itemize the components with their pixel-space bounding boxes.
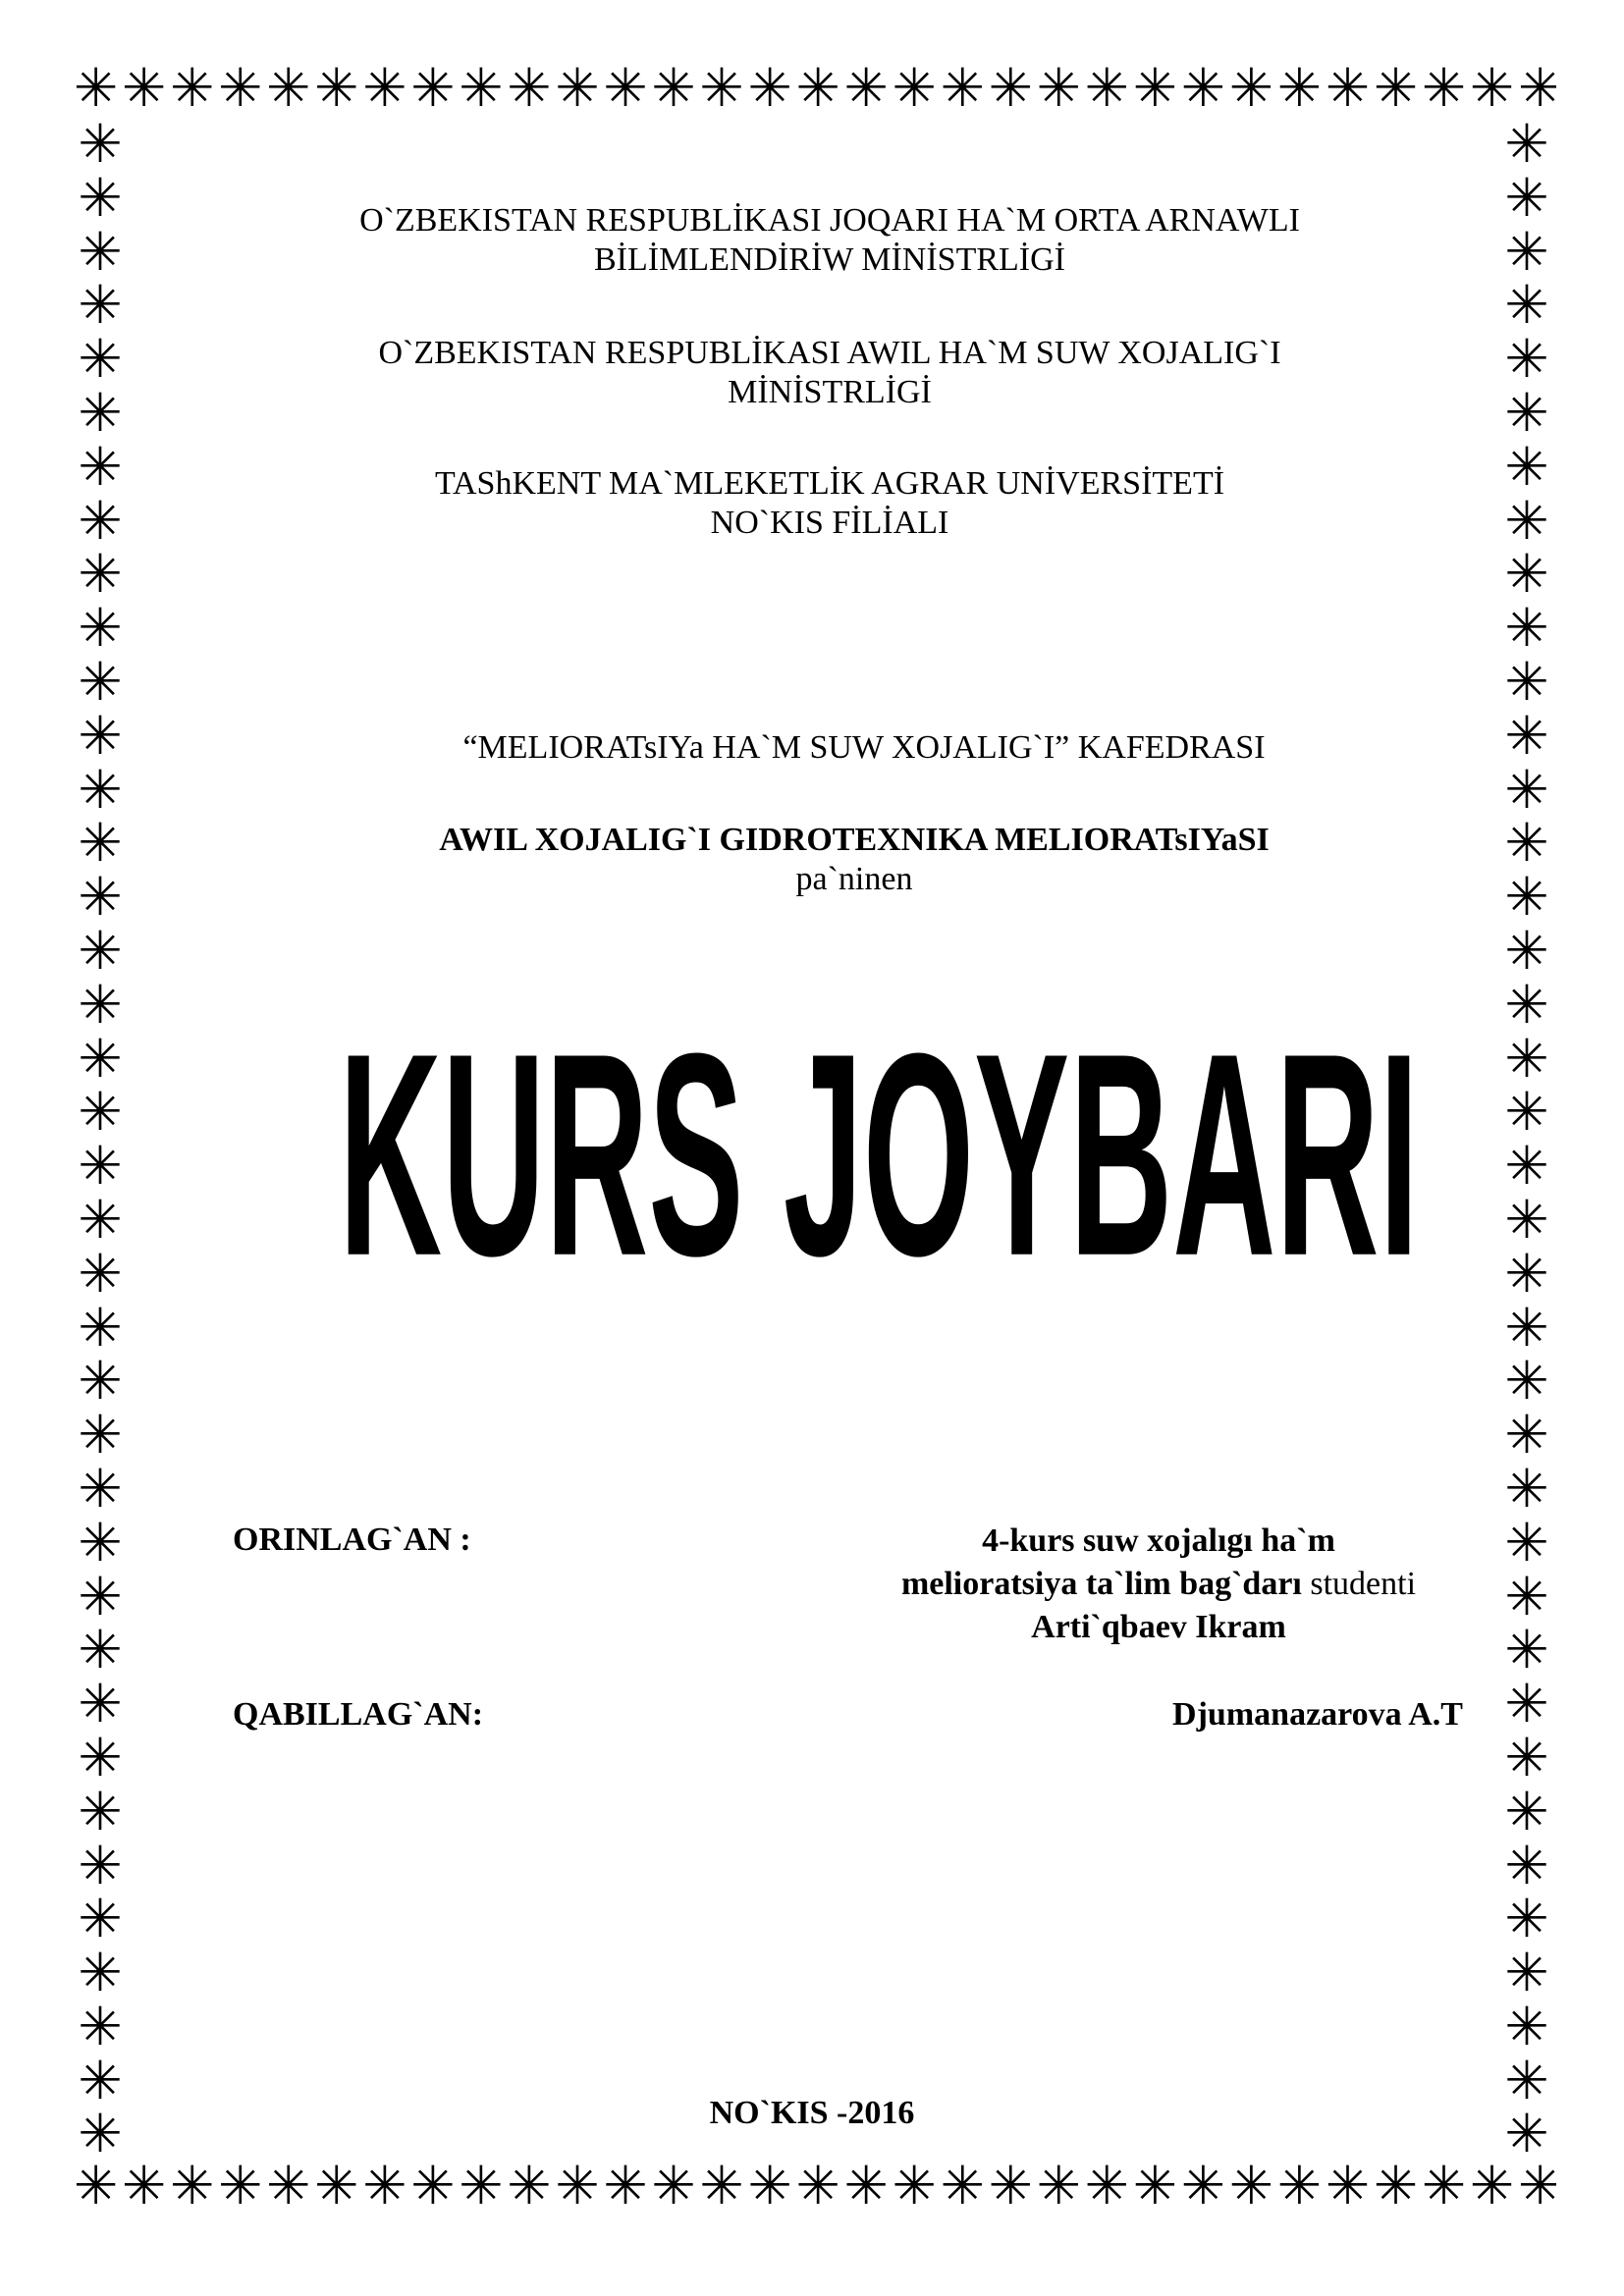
asterisk-star-icon: ✳ <box>940 62 979 119</box>
city-year: NO`KIS -2016 <box>709 2095 915 2131</box>
asterisk-star-icon: ✳ <box>1504 1619 1549 1682</box>
asterisk-star-icon: ✳ <box>507 2160 546 2216</box>
asterisk-star-icon: ✳ <box>266 62 304 119</box>
asterisk-star-icon: ✳ <box>699 2160 738 2216</box>
performer-name: Arti`qbaev Ikram <box>1031 1609 1286 1645</box>
ministry-higher-education <box>196 201 1463 280</box>
asterisk-star-icon: ✳ <box>78 1888 123 1950</box>
asterisk-star-icon: ✳ <box>78 866 123 929</box>
asterisk-star-icon: ✳ <box>78 758 123 821</box>
asterisk-star-icon: ✳ <box>507 62 546 119</box>
asterisk-star-icon: ✳ <box>1504 328 1549 391</box>
performer-info <box>844 1520 1473 1649</box>
asterisk-star-icon: ✳ <box>795 62 835 119</box>
asterisk-star-icon: ✳ <box>1469 2160 1508 2216</box>
asterisk-star-icon: ✳ <box>78 1995 123 2057</box>
asterisk-star-icon: ✳ <box>1504 1942 1549 2004</box>
asterisk-star-icon: ✳ <box>78 1296 123 1359</box>
asterisk-star-icon: ✳ <box>78 1726 123 1789</box>
asterisk-star-icon: ✳ <box>1504 1457 1549 1520</box>
asterisk-star-icon: ✳ <box>1228 2160 1268 2216</box>
asterisk-star-icon: ✳ <box>78 1404 123 1467</box>
asterisk-star-icon: ✳ <box>170 2160 208 2216</box>
asterisk-star-icon: ✳ <box>78 1565 123 1628</box>
asterisk-star-icon: ✳ <box>78 812 123 875</box>
asterisk-star-icon: ✳ <box>1504 2049 1549 2111</box>
asterisk-star-icon: ✳ <box>1504 919 1549 982</box>
asterisk-star-icon: ✳ <box>1504 866 1549 929</box>
asterisk-star-icon: ✳ <box>1504 274 1549 337</box>
asterisk-star-icon: ✳ <box>1373 2160 1412 2216</box>
asterisk-star-icon: ✳ <box>78 543 123 606</box>
asterisk-star-icon: ✳ <box>78 1673 123 1735</box>
title-text: KURS JOYBARI <box>338 992 1420 1306</box>
asterisk-star-icon: ✳ <box>78 1780 123 1842</box>
asterisk-star-icon: ✳ <box>1132 2160 1171 2216</box>
asterisk-star-icon: ✳ <box>1504 1511 1549 1574</box>
asterisk-star-icon: ✳ <box>1504 1081 1549 1144</box>
asterisk-star-icon: ✳ <box>78 1027 123 1090</box>
asterisk-star-icon: ✳ <box>78 166 123 229</box>
asterisk-star-icon: ✳ <box>170 62 208 119</box>
asterisk-star-icon: ✳ <box>1504 1834 1549 1896</box>
asterisk-star-icon: ✳ <box>459 62 497 119</box>
ministry-line: O`ZBEKISTAN RESPUBLİKASI JOQARI HA`M ORTA ARNAWLI <box>359 202 1300 239</box>
asterisk-star-icon: ✳ <box>78 1619 123 1682</box>
asterisk-star-icon: ✳ <box>1504 2103 1549 2162</box>
asterisk-star-icon: ✳ <box>988 62 1027 119</box>
asterisk-star-icon: ✳ <box>1504 1027 1549 1090</box>
subject <box>236 821 1473 899</box>
ministry-agriculture <box>196 334 1463 412</box>
asterisk-star-icon: ✳ <box>78 1081 123 1144</box>
asterisk-star-icon: ✳ <box>1504 1995 1549 2057</box>
asterisk-star-icon: ✳ <box>362 2160 401 2216</box>
asterisk-star-icon: ✳ <box>1180 62 1219 119</box>
asterisk-star-icon: ✳ <box>892 2160 931 2216</box>
asterisk-star-icon: ✳ <box>1373 62 1412 119</box>
asterisk-star-icon: ✳ <box>78 704 123 767</box>
asterisk-star-icon: ✳ <box>1504 489 1549 552</box>
asterisk-star-icon: ✳ <box>1504 1565 1549 1628</box>
border-left <box>72 118 129 2162</box>
asterisk-star-icon: ✳ <box>1504 812 1549 875</box>
title-wordart <box>324 991 1434 1306</box>
asterisk-star-icon: ✳ <box>1504 704 1549 767</box>
asterisk-star-icon: ✳ <box>1421 62 1460 119</box>
asterisk-star-icon: ✳ <box>122 2160 160 2216</box>
border-right <box>1498 118 1555 2162</box>
asterisk-star-icon: ✳ <box>1504 1350 1549 1413</box>
asterisk-star-icon: ✳ <box>1504 1404 1549 1467</box>
asterisk-star-icon: ✳ <box>1421 2160 1460 2216</box>
asterisk-star-icon: ✳ <box>1504 166 1549 229</box>
asterisk-star-icon: ✳ <box>78 1834 123 1896</box>
asterisk-star-icon: ✳ <box>74 2160 112 2216</box>
asterisk-star-icon: ✳ <box>555 62 594 119</box>
asterisk-star-icon: ✳ <box>78 1942 123 2004</box>
department-name <box>255 728 1473 768</box>
asterisk-star-icon: ✳ <box>78 328 123 391</box>
asterisk-star-icon: ✳ <box>1504 1673 1549 1735</box>
asterisk-star-icon: ✳ <box>1276 62 1316 119</box>
asterisk-star-icon: ✳ <box>1504 118 1549 175</box>
asterisk-star-icon: ✳ <box>78 973 123 1036</box>
asterisk-star-icon: ✳ <box>1469 62 1508 119</box>
ministry-line: O`ZBEKISTAN RESPUBLİKASI AWIL HA`M SUW XOJALIG`I <box>378 335 1281 371</box>
asterisk-star-icon: ✳ <box>747 62 786 119</box>
asterisk-star-icon: ✳ <box>218 62 256 119</box>
asterisk-star-icon: ✳ <box>410 62 449 119</box>
asterisk-star-icon: ✳ <box>78 435 123 498</box>
border-top <box>74 62 1556 119</box>
performer-course: 4-kurs suw xojalıgı ha`m <box>982 1522 1335 1559</box>
asterisk-star-icon: ✳ <box>74 62 112 119</box>
performer-program-name: melioratsiya ta`lim bag`darı <box>900 1566 1302 1602</box>
asterisk-star-icon: ✳ <box>555 2160 594 2216</box>
asterisk-star-icon: ✳ <box>1325 62 1364 119</box>
asterisk-star-icon: ✳ <box>651 62 690 119</box>
asterisk-star-icon: ✳ <box>1180 2160 1219 2216</box>
document-title <box>324 991 1434 1306</box>
asterisk-star-icon: ✳ <box>699 62 738 119</box>
asterisk-star-icon: ✳ <box>1504 1242 1549 1305</box>
subject-name: AWIL XOJALIG`I GIDROTEXNIKA MELIORATsIYaSI <box>439 822 1270 858</box>
asterisk-star-icon: ✳ <box>892 62 931 119</box>
asterisk-star-icon: ✳ <box>843 62 883 119</box>
asterisk-star-icon: ✳ <box>1504 1135 1549 1198</box>
acceptor-name: Djumanazarova A.T <box>1172 1696 1463 1733</box>
asterisk-star-icon: ✳ <box>940 2160 979 2216</box>
asterisk-star-icon: ✳ <box>1036 62 1075 119</box>
asterisk-star-icon: ✳ <box>1504 758 1549 821</box>
asterisk-star-icon: ✳ <box>795 2160 835 2216</box>
asterisk-star-icon: ✳ <box>1517 2160 1556 2216</box>
asterisk-star-icon: ✳ <box>1325 2160 1364 2216</box>
ministry-line: BİLİMLENDİRİW MİNİSTRLİGİ <box>593 241 1066 278</box>
asterisk-star-icon: ✳ <box>1504 435 1549 498</box>
asterisk-star-icon: ✳ <box>314 2160 352 2216</box>
performer-program <box>844 1563 1473 1606</box>
subject-suffix: pa`ninen <box>795 861 913 897</box>
asterisk-star-icon: ✳ <box>78 1188 123 1251</box>
asterisk-star-icon: ✳ <box>78 1242 123 1305</box>
asterisk-star-icon: ✳ <box>1132 62 1171 119</box>
asterisk-star-icon: ✳ <box>78 274 123 337</box>
asterisk-star-icon: ✳ <box>1504 650 1549 713</box>
asterisk-star-icon: ✳ <box>266 2160 304 2216</box>
asterisk-star-icon: ✳ <box>78 1457 123 1520</box>
asterisk-star-icon: ✳ <box>1504 1888 1549 1950</box>
university-line: NO`KIS FİLİALI <box>710 505 949 541</box>
asterisk-star-icon: ✳ <box>78 381 123 444</box>
asterisk-star-icon: ✳ <box>78 220 123 283</box>
asterisk-star-icon: ✳ <box>78 1350 123 1413</box>
asterisk-star-icon: ✳ <box>78 2103 123 2162</box>
border-bottom <box>74 2160 1556 2216</box>
asterisk-star-icon: ✳ <box>747 2160 786 2216</box>
asterisk-star-icon: ✳ <box>78 597 123 660</box>
asterisk-star-icon: ✳ <box>1504 381 1549 444</box>
asterisk-star-icon: ✳ <box>1504 597 1549 660</box>
performer-role: studenti <box>1301 1566 1417 1602</box>
asterisk-star-icon: ✳ <box>1036 2160 1075 2216</box>
department-line: “MELIORATsIYa HA`M SUW XOJALIG`I” KAFEDRASI <box>462 729 1266 766</box>
asterisk-star-icon: ✳ <box>1504 1726 1549 1789</box>
asterisk-star-icon: ✳ <box>78 1135 123 1198</box>
asterisk-star-icon: ✳ <box>1084 62 1123 119</box>
asterisk-star-icon: ✳ <box>1504 1188 1549 1251</box>
university-name <box>196 464 1463 543</box>
asterisk-star-icon: ✳ <box>78 650 123 713</box>
university-line: TAShKENT MA`MLEKETLİK AGRAR UNİVERSİTETİ <box>434 465 1225 502</box>
ministry-line: MİNİSTRLİGİ <box>728 374 932 410</box>
asterisk-star-icon: ✳ <box>122 62 160 119</box>
asterisk-star-icon: ✳ <box>1504 1296 1549 1359</box>
asterisk-star-icon: ✳ <box>1504 973 1549 1036</box>
asterisk-star-icon: ✳ <box>843 2160 883 2216</box>
asterisk-star-icon: ✳ <box>78 118 123 175</box>
asterisk-star-icon: ✳ <box>459 2160 497 2216</box>
asterisk-star-icon: ✳ <box>1504 1780 1549 1842</box>
asterisk-star-icon: ✳ <box>988 2160 1027 2216</box>
asterisk-star-icon: ✳ <box>603 2160 642 2216</box>
asterisk-star-icon: ✳ <box>218 2160 256 2216</box>
asterisk-star-icon: ✳ <box>1517 62 1556 119</box>
asterisk-star-icon: ✳ <box>1504 220 1549 283</box>
asterisk-star-icon: ✳ <box>1276 2160 1316 2216</box>
asterisk-star-icon: ✳ <box>362 62 401 119</box>
asterisk-star-icon: ✳ <box>1084 2160 1123 2216</box>
asterisk-star-icon: ✳ <box>651 2160 690 2216</box>
asterisk-star-icon: ✳ <box>410 2160 449 2216</box>
asterisk-star-icon: ✳ <box>78 489 123 552</box>
asterisk-star-icon: ✳ <box>78 1511 123 1574</box>
asterisk-star-icon: ✳ <box>603 62 642 119</box>
performer-label: ORINLAG`AN : <box>233 1522 471 1558</box>
asterisk-star-icon: ✳ <box>78 2049 123 2111</box>
asterisk-star-icon: ✳ <box>78 919 123 982</box>
acceptor-label: QABILLAG`AN: <box>233 1696 484 1733</box>
asterisk-star-icon: ✳ <box>1504 543 1549 606</box>
asterisk-star-icon: ✳ <box>1228 62 1268 119</box>
asterisk-star-icon: ✳ <box>314 62 352 119</box>
